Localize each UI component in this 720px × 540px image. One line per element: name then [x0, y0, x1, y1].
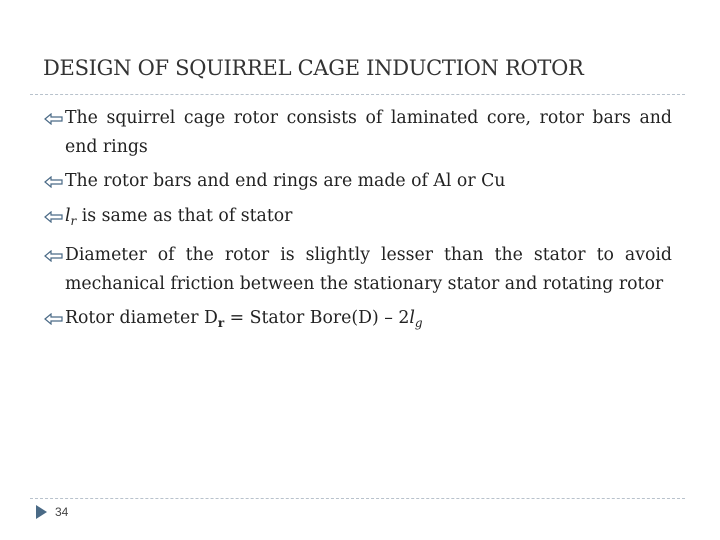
bullet-text: = Stator Bore(D) – 2 — [224, 308, 410, 328]
outlined-left-arrow-icon — [44, 250, 64, 262]
title-divider — [30, 94, 685, 95]
slide-title: DESIGN OF SQUIRREL CAGE INDUCTION ROTOR — [43, 56, 584, 80]
length-symbol-subscript: r — [70, 213, 77, 228]
bullet-item — [44, 241, 672, 298]
bullet-text: The rotor bars and end rings are made of Al or Cu — [65, 171, 506, 191]
bullet-item — [44, 202, 672, 236]
outlined-left-arrow-icon — [44, 211, 64, 223]
rotor-subscript: r — [217, 316, 225, 330]
bullet-text: The squirrel cage rotor consists of laminated core, rotor bars and end rings — [65, 108, 672, 157]
outlined-left-arrow-icon — [44, 113, 64, 125]
bullet-item — [44, 304, 672, 338]
outlined-left-arrow-icon — [44, 313, 64, 325]
bullet-text: Diameter of the rotor is slightly lesser than the stator to avoid mechanical friction between the stationary stator and rotating rotor — [65, 245, 672, 294]
bullet-text: is same as that of stator — [76, 205, 293, 226]
footer-divider — [30, 498, 685, 499]
bullet-list — [44, 104, 672, 344]
bullet-text: Rotor diameter D — [65, 308, 218, 328]
outlined-left-arrow-icon — [44, 176, 64, 188]
length-symbol: l — [65, 205, 71, 226]
length-symbol: l — [409, 308, 415, 328]
page-marker-icon — [36, 505, 47, 519]
length-symbol-subscript: g — [414, 316, 423, 330]
page-number: 34 — [55, 505, 69, 519]
bullet-item — [44, 167, 672, 196]
bullet-item — [44, 104, 672, 161]
